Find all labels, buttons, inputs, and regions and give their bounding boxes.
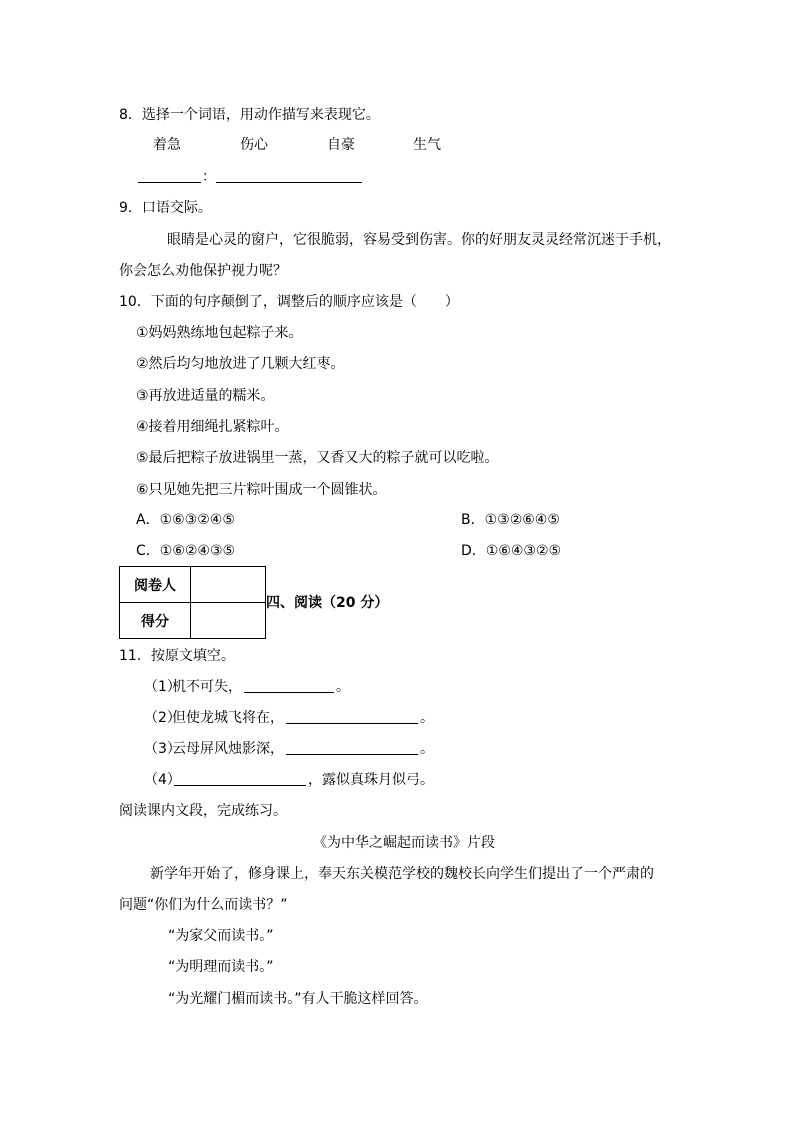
section-title: 四、阅读（20 分） [266, 595, 389, 611]
q11-item-3-text: 云母屏风烛影深， [172, 741, 284, 757]
q11-item-2-blank[interactable] [286, 723, 418, 724]
q8-word-2: 伤心 [240, 137, 268, 153]
q11-item-4-text: ，露似真珠月似弓。 [308, 772, 434, 788]
q11-item-2-num: （2） [144, 710, 181, 726]
q11-item-1-blank[interactable] [244, 692, 334, 693]
q11-stem: 11．按原文填空。 [119, 648, 235, 664]
score-cell[interactable] [191, 603, 266, 639]
q8-word-blank[interactable] [138, 182, 201, 183]
q11-item-1-num: （1） [144, 679, 181, 695]
q8-stem: 8．选择一个词语，用动作描写来表现它。 [119, 107, 380, 123]
passage-quote-1: “为家父而读书。” [168, 928, 274, 944]
q11-item-4-blank[interactable] [174, 785, 306, 786]
q8-word-4: 生气 [413, 137, 441, 153]
q10-stem: 10．下面的句序颠倒了，调整后的顺序应该是（ ） [119, 294, 459, 310]
passage-quote-3: “为光耀门楣而读书。”有人干脆这样回答。 [168, 991, 428, 1007]
reviewer-label: 阅卷人 [120, 567, 191, 603]
q11-item-3-end: 。 [420, 741, 434, 757]
passage-line-2: 问题“你们为什么而读书？” [119, 897, 288, 913]
q10-sentence-1: ①妈妈熟练地包起粽子来。 [136, 325, 303, 341]
q8-colon: ： [202, 169, 216, 185]
q8-description-blank[interactable] [216, 182, 362, 183]
q9-line-1: 眼睛是心灵的窗户，它很脆弱，容易受到伤害。你的好朋友灵灵经常沉迷于手机， [167, 232, 671, 248]
passage-title: 《为中华之崛起而读书》片段 [313, 835, 495, 851]
q10-option-d[interactable]: D．①⑥④③②⑤ [461, 543, 562, 559]
q11-item-2-text: 但使龙城飞将在， [172, 710, 284, 726]
q10-option-c[interactable]: C．①⑥②④③⑤ [136, 543, 236, 559]
reviewer-cell[interactable] [191, 567, 266, 603]
score-label: 得分 [120, 603, 191, 639]
q11-item-1-text: 机不可失， [172, 679, 242, 695]
passage-line-1: 新学年开始了，修身课上，奉天东关模范学校的魏校长向学生们提出了一个严肃的 [150, 866, 654, 882]
q10-sentence-2: ②然后均匀地放进了几颗大红枣。 [136, 356, 345, 372]
q8-word-3: 自豪 [327, 137, 355, 153]
q11-item-3-num: （3） [144, 741, 181, 757]
q10-sentence-3: ③再放进适量的糯米。 [136, 388, 275, 404]
q9-stem: 9．口语交际。 [119, 200, 212, 216]
q8-word-1: 着急 [153, 137, 181, 153]
q10-sentence-5: ⑤最后把粽子放进锅里一蒸，又香又大的粽子就可以吃啦。 [136, 450, 499, 466]
q9-line-2: 你会怎么劝他保护视力呢？ [119, 263, 287, 279]
q11-item-2-end: 。 [420, 710, 434, 726]
q10-sentence-4: ④接着用细绳扎紧粽叶。 [136, 419, 289, 435]
q10-option-b[interactable]: B．①③②⑥④⑤ [461, 512, 560, 528]
q11-item-4-num: （4） [144, 772, 181, 788]
q10-option-a[interactable]: A．①⑥③②④⑤ [136, 512, 235, 528]
q11-item-3-blank[interactable] [286, 754, 418, 755]
score-table [119, 566, 266, 639]
q11-item-1-end: 。 [336, 679, 350, 695]
q10-sentence-6: ⑥只见她先把三片粽叶围成一个圆锥状。 [136, 482, 387, 498]
passage-quote-2: “为明理而读书。” [168, 959, 274, 975]
reading-instruction: 阅读课内文段，完成练习。 [119, 803, 287, 819]
